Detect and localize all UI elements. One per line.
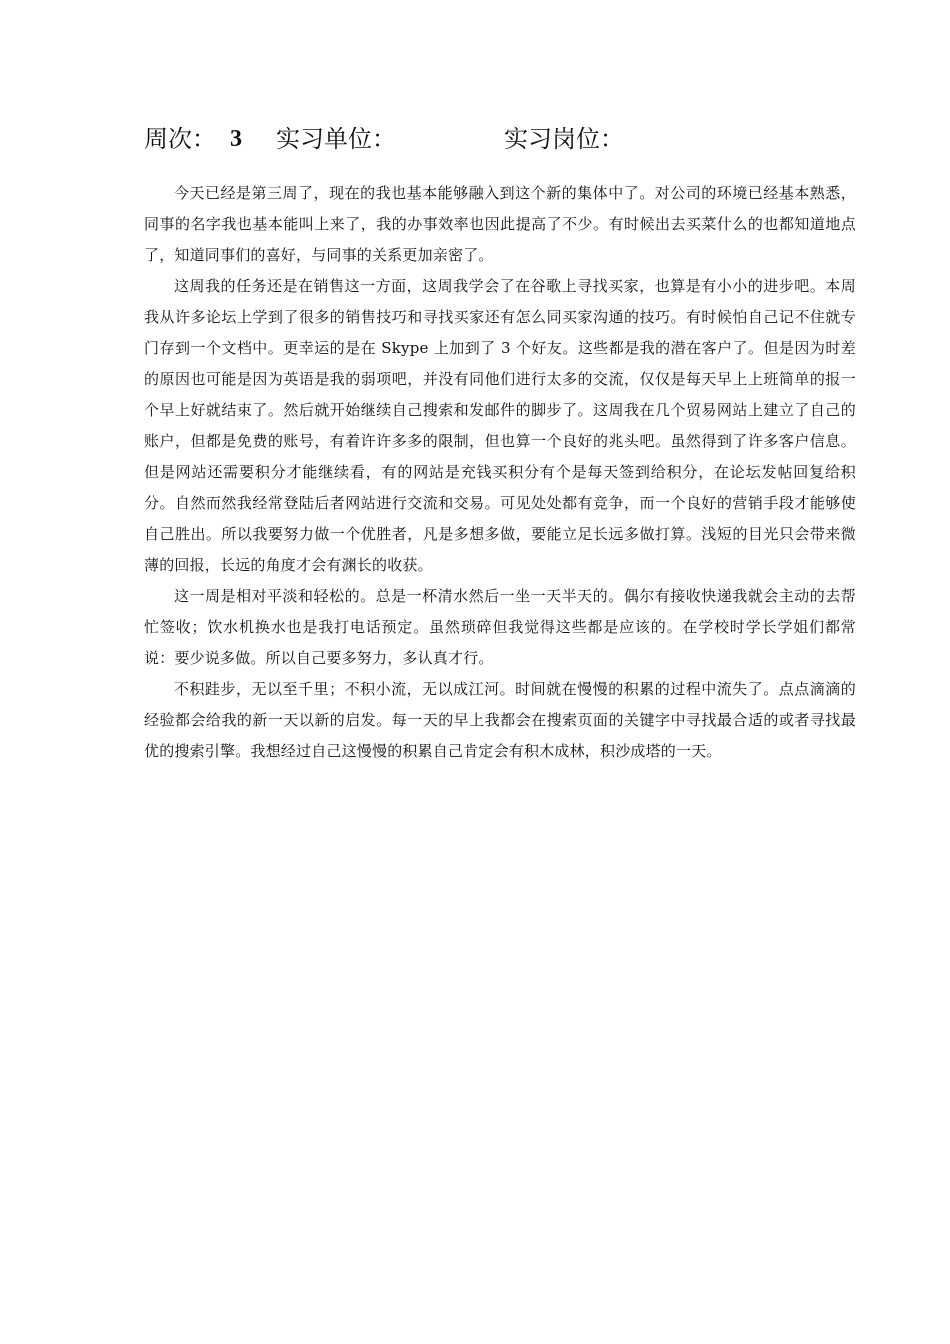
report-body xyxy=(144,178,856,767)
internship-unit-label: 实习单位： xyxy=(276,125,396,153)
report-header xyxy=(144,120,844,160)
paragraph-3: 这一周是相对平淡和轻松的。总是一杯清水然后一坐一天半天的。偶尔有接收快递我就会主动的去帮忙签收；饮水机换水也是我打电话预定。虽然琐碎但我觉得这些都是应该的。在学校时学长学姐们都常说：要少说多做。所以自己要多努力，多认真才行。 xyxy=(144,587,856,667)
paragraph-2: 这周我的任务还是在销售这一方面，这周我学会了在谷歌上寻找买家，也算是有小小的进步吧。本周我从许多论坛上学到了很多的销售技巧和寻找买家还有怎么同买家沟通的技巧。有时候怕自己记不住就专门存到一个文档中。更幸运的是在 Skype 上加到了 3 个好友。这些都是我的潜在客户了。但是因为时差的原因也可能是因为英语是我的弱项吧，并没有同他们进行太多的交流，仅仅是每天早上上班简单的报一个早上好就结束了。然后就开始继续自己搜索和发邮件的脚步了。这周我在几个贸易网站上建立了自己的账户，但都是免费的账号，有着许许多多的限制，但也算一个良好的兆头吧。虽然得到了许多客户信息。但是网站还需要积分才能继续看，有的网站是充钱买积分有个是每天签到给积分，在论坛发帖回复给积分。自然而然我经常登陆后者网站进行交流和交易。可见处处都有竞争，而一个良好的营销手段才能够使自己胜出。所以我要努力做一个优胜者，凡是多想多做，要能立足长远多做打算。浅短的目光只会带来微薄的回报，长远的角度才会有渊长的收获。 xyxy=(144,277,856,574)
week-label: 周次： xyxy=(144,125,216,153)
internship-position-label: 实习岗位： xyxy=(504,125,624,153)
week-number: 3 xyxy=(230,126,242,152)
paragraph-4: 不积跬步，无以至千里；不积小流，无以成江河。时间就在慢慢的积累的过程中流失了。点点滴滴的经验都会给我的新一天以新的启发。每一天的早上我都会在搜索页面的关键字中寻找最合适的或者寻找最优的搜索引擎。我想经过自己这慢慢的积累自己肯定会有积木成林，积沙成塔的一天。 xyxy=(144,680,856,760)
paragraph-1: 今天已经是第三周了，现在的我也基本能够融入到这个新的集体中了。对公司的环境已经基本熟悉，同事的名字我也基本能叫上来了，我的办事效率也因此提高了不少。有时候出去买菜什么的也都知道地点了，知道同事们的喜好，与同事的关系更加亲密了。 xyxy=(144,184,856,264)
